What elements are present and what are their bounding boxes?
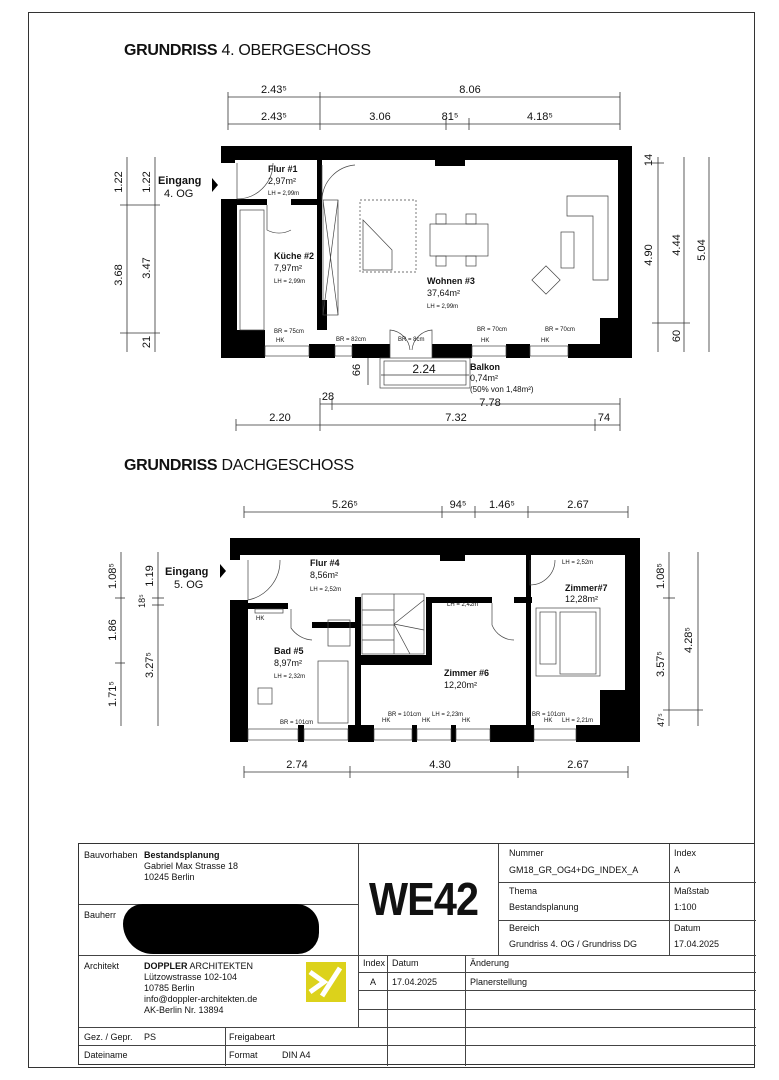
dim-label: 2.20: [269, 412, 291, 424]
room-height: LH = 2,52m: [310, 587, 342, 593]
room-name: Flur #1: [268, 164, 298, 174]
dim-label: 3.06: [369, 111, 391, 123]
rev-header-aenderung: Änderung: [470, 958, 510, 968]
window-label: BR = 82cm: [336, 337, 366, 343]
project-street: Gabriel Max Strasse 18: [144, 861, 239, 871]
nummer-value: GM18_GR_OG4+DG_INDEX_A: [509, 865, 639, 875]
plan1-entrance: [158, 175, 201, 200]
entrance-floor: 5. OG: [174, 579, 204, 591]
gez-value: PS: [144, 1032, 157, 1042]
index-value: A: [674, 865, 681, 875]
room-name: Wohnen #3: [427, 276, 475, 286]
balcony-area: 0,74m²: [470, 373, 499, 383]
radiator-label: HK: [481, 338, 490, 344]
project-city: 10245 Berlin: [144, 872, 195, 882]
dateiname-label: Dateiname: [84, 1050, 128, 1060]
room-height: LH = 2,99m: [274, 279, 306, 285]
dim-label: 1.71⁵: [107, 681, 119, 707]
dim-label: 81⁵: [441, 111, 459, 123]
entrance-arrow-icon: [220, 564, 226, 578]
room-name: Zimmer #6: [444, 668, 490, 678]
balcony-name: Balkon: [470, 362, 501, 372]
room-height: LH = 2,99m: [427, 304, 459, 310]
bereich-value: Grundriss 4. OG / Grundriss DG: [509, 939, 638, 949]
dim-label: 1.22: [113, 171, 125, 193]
radiator-label: HK: [541, 338, 550, 344]
dim-label: 18⁵: [137, 594, 147, 608]
dim-label: 2.67: [567, 759, 589, 771]
massstab-label: Maßstab: [674, 886, 710, 896]
room-area: 8,97m²: [274, 658, 303, 668]
gez-label: Gez. / Gepr.: [84, 1032, 133, 1042]
radiator-label: HK: [382, 718, 391, 724]
balcony-note: (50% von 1,48m²): [470, 385, 534, 394]
dim-label: 66: [351, 363, 363, 377]
architekt-name: DOPPLER ARCHITEKTEN: [144, 961, 254, 971]
dim-label: 60: [671, 329, 683, 343]
dim-label: 94⁵: [449, 499, 467, 511]
dim-label: 4.90: [643, 244, 655, 266]
dim-label: 3.27⁵: [144, 652, 156, 678]
entrance-arrow-icon: [212, 178, 218, 192]
entrance-label: Eingang: [165, 566, 209, 578]
datum-value: 17.04.2025: [674, 939, 720, 949]
dim-label: 3.68: [113, 264, 125, 286]
radiator-label: HK: [544, 718, 553, 724]
room-name: Flur #4: [310, 558, 340, 568]
room-area: 12,20m²: [444, 680, 478, 690]
dim-label: 4.44: [671, 234, 683, 256]
window-label: BR = 70cm: [545, 327, 575, 333]
plan1-room-labels: [268, 164, 575, 394]
architekt-street: Lützowstrasse 102-104: [144, 972, 238, 982]
window-label: BR = 8cm: [398, 337, 425, 343]
architekt-label: Architekt: [84, 961, 120, 971]
architekt-registration: AK-Berlin Nr. 13894: [144, 1005, 224, 1015]
nummer-label: Nummer: [509, 848, 544, 858]
title-block: [78, 843, 755, 1065]
rev-aenderung: Planerstellung: [470, 977, 528, 987]
dim-label: 2.24: [412, 362, 436, 376]
doppler-logo: [306, 962, 346, 1002]
room-name: Küche #2: [274, 251, 315, 261]
window-label: BR = 70cm: [477, 327, 507, 333]
dim-label: 1.08⁵: [655, 563, 667, 589]
window-label: BR = 75cm: [274, 329, 304, 335]
window-label: BR = 101cm: [280, 720, 314, 726]
dim-label: 28: [321, 391, 335, 403]
datum-label: Datum: [674, 923, 701, 933]
format-label: Format: [229, 1050, 258, 1060]
dim-label: 8.06: [459, 84, 481, 96]
format-value: DIN A4: [282, 1050, 311, 1060]
room-height: LH = 2,52m: [562, 560, 594, 566]
thema-value: Bestandsplanung: [509, 902, 579, 912]
entrance-label: Eingang: [158, 175, 202, 187]
room-area: 8,56m²: [310, 570, 339, 580]
room-name: Bad #5: [274, 646, 304, 656]
window-label: BR = 101cm: [388, 712, 422, 718]
dim-label: 1.08⁵: [107, 563, 119, 589]
project-name: Bestandsplanung: [144, 850, 220, 860]
radiator-label: HK: [256, 616, 265, 622]
bauvorhaben-label: Bauvorhaben: [84, 850, 138, 860]
redacted-client: [123, 904, 319, 954]
dim-label: 5.26⁵: [332, 499, 358, 511]
room-area: 37,64m²: [427, 288, 461, 298]
dim-label: 2.67: [567, 499, 589, 511]
dim-label: 1.46⁵: [489, 499, 515, 511]
dim-label: 4.18⁵: [527, 111, 553, 123]
dim-label: 4.30: [429, 759, 451, 771]
rev-header-index: Index: [363, 958, 386, 968]
dim-label: 14: [643, 153, 655, 167]
dim-label: 74: [597, 412, 611, 424]
project-code: WE42: [369, 873, 479, 925]
dim-label: 3.47: [141, 257, 153, 279]
radiator-label: HK: [422, 718, 431, 724]
architekt-city: 10785 Berlin: [144, 983, 195, 993]
room-area: 7,97m²: [274, 263, 303, 273]
dim-label: 1.86: [107, 619, 119, 641]
window-label: BR = 101cm: [532, 712, 566, 718]
entrance-floor: 4. OG: [164, 188, 194, 200]
rev-datum: 17.04.2025: [392, 977, 438, 987]
dim-label: 2.74: [286, 759, 308, 771]
room-height: LH = 2,32m: [274, 674, 306, 680]
dim-label: 7.32: [445, 412, 467, 424]
radiator-label: HK: [462, 718, 471, 724]
dim-label: 1.19: [144, 565, 156, 587]
dim-label: 3.57⁵: [655, 651, 667, 677]
thema-label: Thema: [509, 886, 538, 896]
bereich-label: Bereich: [509, 923, 540, 933]
dim-label: 2.43⁵: [261, 111, 287, 123]
room-height: LH = 2,42m: [447, 602, 479, 608]
plan2-entrance: [165, 566, 208, 591]
radiator-label: HK: [276, 338, 285, 344]
dim-label: 7.78: [479, 397, 501, 409]
dim-label: 47⁵: [656, 713, 666, 727]
plan2-title: GRUNDRISS DACHGESCHOSS: [124, 457, 354, 474]
room-height: LH = 2,23m: [432, 712, 464, 718]
plan1-title: GRUNDRISS 4. OBERGESCHOSS: [124, 42, 371, 59]
architekt-email[interactable]: info@doppler-architekten.de: [144, 994, 258, 1004]
dim-label: 21: [141, 335, 153, 349]
dim-label: 4.28⁵: [683, 627, 695, 653]
bauherr-label: Bauherr: [84, 910, 117, 920]
index-label: Index: [674, 848, 697, 858]
rev-header-datum: Datum: [392, 958, 419, 968]
room-area: 12,28m²: [565, 594, 599, 604]
freigabe-label: Freigabeart: [229, 1032, 276, 1042]
dim-label: 2.43⁵: [261, 84, 287, 96]
dim-label: 5.04: [696, 239, 708, 261]
room-name: Zimmer#7: [565, 583, 608, 593]
room-height: LH = 2,99m: [268, 191, 300, 197]
rev-index: A: [370, 977, 377, 987]
dim-label: 1.22: [141, 171, 153, 193]
room-height: LH = 2,21m: [562, 718, 594, 724]
massstab-value: 1:100: [674, 902, 697, 912]
room-area: 2,97m²: [268, 176, 297, 186]
